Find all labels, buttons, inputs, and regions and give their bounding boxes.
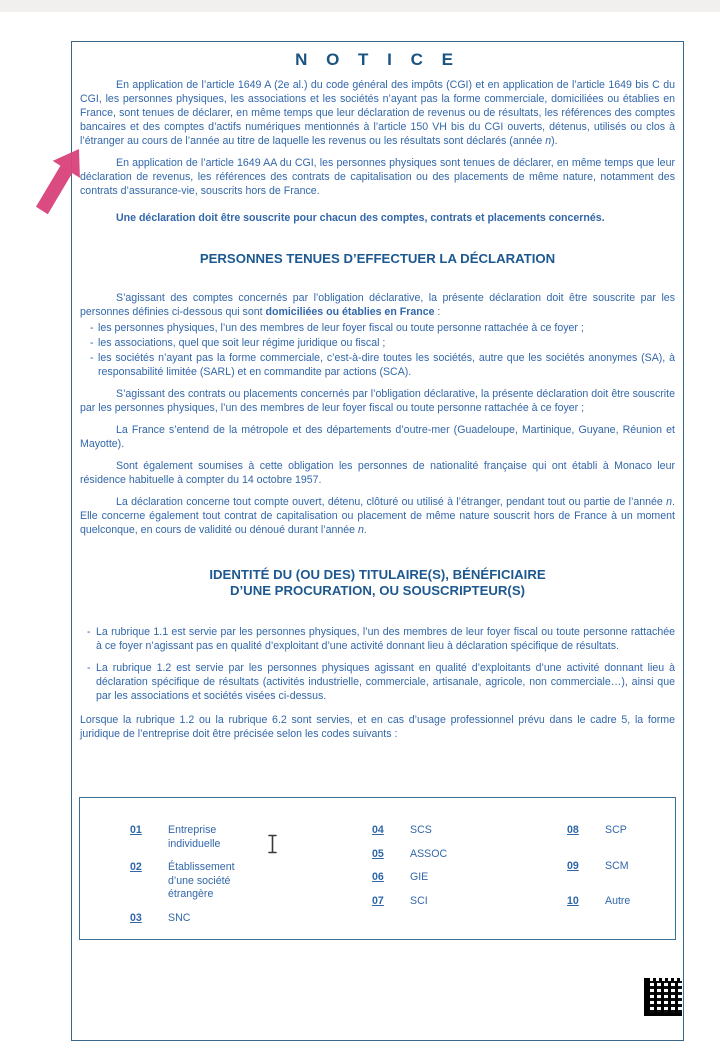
comptes-intro-paragraph [80, 291, 675, 319]
codes-column-1 [130, 824, 260, 935]
lorsque-paragraph: Lorsque la rubrique 1.2 ou la rubrique 6.2 sont servies, et en cas d’usage professionnel prévu dans le cadre 5, la forme juridique de l’entreprise doit être précisée selon les codes suivants : [80, 714, 675, 740]
intro-paragraph-2: En application de l’article 1649 AA du CGI, les personnes physiques sont tenues de déclarer, en même temps que leur déclaration de revenus, les références des contrats de capitalisation ou des placements de même nature, notamment des contrats d’assurance-vie, souscrits hors de France. [80, 157, 675, 197]
intro-paragraph-1-end: ). [551, 135, 558, 147]
code-03-label: SNC [168, 911, 191, 924]
concerne-text-1: La déclaration concerne tout compte ouvert, détenu, clôturé ou utilisé à l’étranger, pendant tout ou partie de l’année [116, 496, 667, 508]
code-row-07 [372, 895, 447, 909]
code-09: 09 [567, 859, 579, 872]
code-row-03 [130, 912, 260, 926]
code-09-label: SCM [605, 859, 629, 872]
text-ibeam-cursor-icon [267, 834, 278, 854]
concerne-italic-n1: n [666, 496, 673, 508]
section-heading-personnes: PERSONNES TENUES D’EFFECTUER LA DÉCLARATION [199, 251, 556, 266]
concerne-italic-n2: n [358, 524, 364, 536]
code-04-label: SCS [410, 824, 432, 836]
background-strip [0, 0, 720, 12]
bullet-rubrique-1-2: - La rubrique 1.2 est servie par les personnes physiques agissant en qualité d’exploitants d’une activité donnant lieu à déclaration spécifique de résultats (activités industrielle, commerciale, artisanale, agricole, non commerciale…), ainsi que par les associations et sociétés visées ci-dessus. [80, 661, 675, 703]
code-row-01 [130, 824, 260, 851]
section-heading-identite [80, 567, 675, 599]
code-row-06 [372, 871, 447, 885]
rubrique-bullet-list [80, 625, 675, 703]
monaco-paragraph: Sont également soumises à cette obligation les personnes de nationalité française qui ont établi à Monaco leur résidence habituelle à compter du 14 octobre 1957. [80, 460, 675, 486]
code-04: 04 [372, 824, 384, 836]
code-06-label: GIE [410, 871, 429, 883]
comptes-intro-text: S’agissant des comptes concernés par l’obligation déclarative, la présente déclaration doit être souscrite par les personnes définies ci-dessous qui sont [80, 292, 675, 318]
declaration-concerne-paragraph [80, 495, 675, 537]
identite-heading-line2: D’UNE PROCURATION, OU SOUSCRIPTEUR(S) [229, 583, 526, 598]
comptes-intro-bold: domiciliées ou établies en France [265, 306, 435, 318]
bullet-rubrique-1-1: - La rubrique 1.1 est servie par les personnes physiques, l’un des membres de leur foyer fiscal ou toute personne rattachée à ce foyer n’agissant pas en qualité d’exploitant d’une activité donnant lieu à déclaration spécifique de résultats. [80, 625, 675, 653]
concerne-text-3: . [363, 524, 367, 536]
code-01: 01 [130, 824, 142, 836]
code-07: 07 [372, 894, 384, 907]
code-05: 05 [372, 847, 384, 860]
code-10-label: Autre [605, 895, 631, 907]
intro-paragraph-1-text: En application de l’article 1649 A (2e al.) du code général des impôts (CGI) et en application de l’article 1649 bis C du CGI, les personnes physiques, les associations et les sociétés n’ayant pas la forme commerciale, domiciliées ou établies en France, sont tenues de déclarer, en même temps que leur déclaration de revenus ou de résultats, les références des comptes bancaires et des comptes d’actifs numériques mentionnés à l’article 150 VH bis du CGI ouverts, détenus, utilisés ou clos à l’étranger au cours de l’année au titre de laquelle les revenus ou les résultats sont déclarés (année [80, 79, 675, 147]
bold-note: Une déclaration doit être souscrite pour chacun des comptes, contrats et placements concernés. [116, 212, 605, 224]
code-08-label: SCP [605, 824, 627, 836]
pink-arrow-annotation-icon [26, 145, 84, 223]
bullet-societes: - les sociétés n’ayant pas la forme commerciale, c’est-à-dire toutes les sociétés, autre que les sociétés anonymes (SA), à responsabilité limitée (SARL) et en commandite par actions (SCA). [80, 351, 675, 379]
page-title: N O T I C E [295, 50, 460, 69]
code-06: 06 [372, 871, 384, 883]
concerne-text-2: . Elle concerne également tout contrat de capitalisation ou placement de même nature souscrit hors de France à un moment quelconque, en cours de validité ou dénoué durant l’année [80, 496, 675, 536]
code-05-label: ASSOC [410, 847, 448, 860]
code-row-05 [372, 848, 447, 862]
france-paragraph: La France s’entend de la métropole et des départements d’outre-mer (Guadeloupe, Martinique, Guyane, Réunion et Mayotte). [80, 424, 675, 450]
intro-paragraph-1 [80, 78, 675, 148]
code-row-02 [130, 861, 260, 902]
legal-form-codes-table [79, 797, 676, 940]
datamatrix-barcode-icon [644, 978, 682, 1016]
code-02-label: Établissement d’une société étrangère [168, 861, 235, 900]
code-row-08 [567, 824, 630, 838]
contrats-paragraph: S’agissant des contrats ou placements concernés par l’obligation déclarative, la présente déclaration doit être souscrite par les personnes physiques, l’un des membres de leur foyer fiscal ou toute personne rattachée à ce foyer ; [80, 388, 675, 414]
comptes-intro-colon: : [434, 306, 441, 318]
code-08: 08 [567, 824, 579, 836]
code-07-label: SCI [410, 894, 428, 907]
bullet-associations: - les associations, quel que soit leur régime juridique ou fiscal ; [80, 336, 675, 350]
identite-heading-line1: IDENTITÉ DU (OU DES) TITULAIRE(S), BÉNÉFICIAIRE [209, 567, 546, 582]
code-01-label: Entreprise individuelle [168, 824, 221, 850]
code-03: 03 [130, 911, 142, 924]
notice-document-page [71, 41, 684, 1041]
code-row-09 [567, 860, 630, 874]
code-row-10 [567, 895, 630, 909]
intro-paragraph-1-italic-n: n [545, 135, 552, 147]
bullet-personnes-physiques: - les personnes physiques, l’un des membres de leur foyer fiscal ou toute personne rattachée à ce foyer ; [80, 321, 675, 335]
code-10: 10 [567, 895, 579, 907]
code-02: 02 [130, 861, 142, 873]
codes-column-2 [372, 824, 447, 918]
codes-column-3 [567, 824, 630, 931]
comptes-bullet-list [80, 321, 675, 379]
code-row-04 [372, 824, 447, 838]
